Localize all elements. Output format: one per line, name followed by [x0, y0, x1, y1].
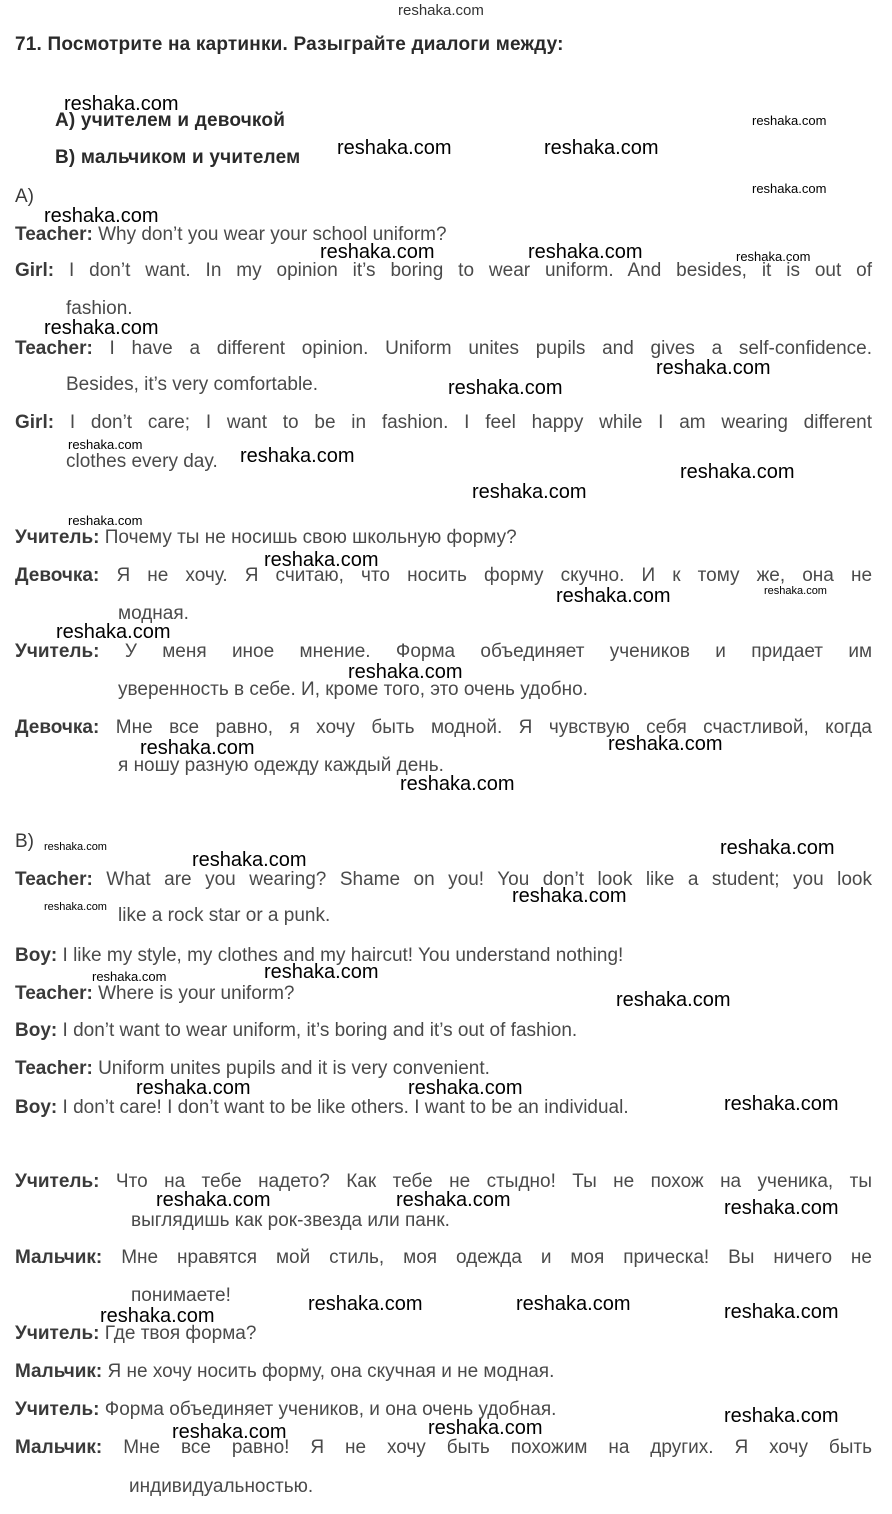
dialog-text: Я не хочу носить форму, она скучная и не модная.: [107, 1361, 555, 1382]
watermark: reshaka.com: [616, 989, 731, 1011]
watermark: reshaka.com: [512, 885, 627, 907]
dialog-line: [15, 945, 872, 967]
dialog-continuation: понимаете!: [131, 1285, 231, 1306]
watermark: reshaka.com: [156, 1189, 271, 1211]
task-title: 71. Посмотрите на картинки. Разыграйте диалоги между:: [15, 34, 564, 55]
dialog-text: Where is your uniform?: [98, 983, 295, 1004]
watermark: reshaka.com: [528, 241, 643, 263]
watermark: reshaka.com: [44, 841, 107, 853]
dialog-text: I like my style, my clothes and my haircut! You understand nothing!: [62, 945, 624, 966]
speaker: Учитель:: [15, 641, 100, 662]
watermark: reshaka.com: [92, 969, 167, 984]
speaker: Teacher:: [15, 224, 93, 245]
watermark: reshaka.com: [44, 317, 159, 339]
dialog-line: [15, 1247, 872, 1269]
dialog-text: I have a different opinion. Uniform unites pupils and gives a self-confidence.: [109, 338, 873, 359]
watermark: reshaka.com: [724, 1301, 839, 1323]
watermark: reshaka.com: [408, 1077, 523, 1099]
dialog-continuation: модная.: [118, 603, 189, 624]
speaker: Teacher:: [15, 1058, 93, 1079]
speaker: Мальчик:: [15, 1437, 103, 1458]
watermark: reshaka.com: [398, 2, 484, 19]
speaker: Учитель:: [15, 1171, 100, 1192]
watermark: reshaka.com: [752, 113, 827, 128]
watermark: reshaka.com: [544, 137, 659, 159]
section-b-label: В): [15, 831, 34, 852]
watermark: reshaka.com: [724, 1093, 839, 1115]
speaker: Teacher:: [15, 983, 93, 1004]
watermark: reshaka.com: [764, 585, 827, 597]
dialog-text: I don’t care! I don’t want to be like others. I want to be an individual.: [62, 1097, 629, 1118]
watermark: reshaka.com: [752, 181, 827, 196]
watermark: reshaka.com: [337, 137, 452, 159]
watermark: reshaka.com: [68, 437, 143, 452]
watermark: reshaka.com: [516, 1293, 631, 1315]
speaker: Учитель:: [15, 1323, 100, 1344]
dialog-text: Где твоя форма?: [104, 1323, 257, 1344]
speaker: Girl:: [15, 260, 55, 281]
dialog-text: I don’t want. In my opinion it’s boring to wear uniform. And besides, it is out of: [68, 260, 872, 281]
dialog-text: Uniform unites pupils and it is very convenient.: [98, 1058, 490, 1079]
speaker: Учитель:: [15, 1399, 100, 1420]
dialog-text: What are you wearing? Shame on you! You don’t look like a student; you look: [106, 869, 872, 890]
section-a-label: А): [15, 186, 34, 207]
dialog-line: [15, 983, 872, 1005]
watermark: reshaka.com: [724, 1405, 839, 1427]
speaker: Девочка:: [15, 565, 100, 586]
watermark: reshaka.com: [44, 205, 159, 227]
watermark: reshaka.com: [264, 961, 379, 983]
watermark: reshaka.com: [396, 1189, 511, 1211]
dialog-continuation: я ношу разную одежду каждый день.: [118, 755, 444, 776]
watermark: reshaka.com: [720, 837, 835, 859]
watermark: reshaka.com: [608, 733, 723, 755]
speaker: Мальчик:: [15, 1247, 103, 1268]
watermark: reshaka.com: [56, 621, 171, 643]
speaker: Teacher:: [15, 869, 93, 890]
dialog-continuation: выглядишь как рок-звезда или панк.: [131, 1210, 450, 1231]
watermark: reshaka.com: [448, 377, 563, 399]
watermark: reshaka.com: [348, 661, 463, 683]
dialog-continuation: clothes every day.: [66, 451, 218, 472]
dialog-line: [15, 412, 872, 434]
dialog-line: [15, 1020, 872, 1042]
watermark: reshaka.com: [308, 1293, 423, 1315]
dialog-continuation: индивидуальностью.: [129, 1476, 314, 1497]
dialog-line: [15, 1437, 872, 1459]
watermark: reshaka.com: [320, 241, 435, 263]
watermark: reshaka.com: [140, 737, 255, 759]
dialog-text: I don’t care; I want to be in fashion. I feel happy while I am wearing different: [69, 412, 872, 433]
dialog-line: [15, 527, 872, 549]
watermark: reshaka.com: [428, 1417, 543, 1439]
dialog-continuation: уверенность в себе. И, кроме того, это очень удобно.: [118, 679, 588, 700]
watermark: reshaka.com: [724, 1197, 839, 1219]
watermark: reshaka.com: [472, 481, 587, 503]
dialog-text: Мне нравятся мой стиль, моя одежда и моя прическа! Вы ничего не: [121, 1247, 872, 1268]
speaker: Мальчик:: [15, 1361, 103, 1382]
dialog-line: [15, 641, 872, 663]
dialog-text: Мне все равно! Я не хочу быть похожим на других. Я хочу быть: [123, 1437, 873, 1458]
dialog-text: Я не хочу. Я считаю, что носить форму скучно. И к тому же, она не: [116, 565, 873, 586]
dialog-text: Почему ты не носишь свою школьную форму?: [104, 527, 517, 548]
dialog-line: [15, 1361, 872, 1383]
watermark: reshaka.com: [400, 773, 515, 795]
dialog-line: [15, 717, 872, 739]
speaker: Boy:: [15, 1020, 58, 1041]
dialog-text: У меня иное мнение. Форма объединяет учеников и придает им: [124, 641, 873, 662]
speaker: Teacher:: [15, 338, 93, 359]
dialog-line: [15, 565, 872, 587]
speaker: Girl:: [15, 412, 55, 433]
dialog-line: [15, 869, 872, 891]
dialog-text: Что на тебе надето? Как тебе не стыдно! Ты не похож на ученика, ты: [115, 1171, 872, 1192]
watermark: reshaka.com: [192, 849, 307, 871]
watermark: reshaka.com: [240, 445, 355, 467]
watermark: reshaka.com: [100, 1305, 215, 1327]
watermark: reshaka.com: [556, 585, 671, 607]
dialog-continuation: fashion.: [66, 298, 133, 319]
watermark: reshaka.com: [136, 1077, 251, 1099]
watermark: reshaka.com: [264, 549, 379, 571]
dialog-continuation: Besides, it’s very comfortable.: [66, 374, 319, 395]
dialog-text: Мне все равно, я хочу быть модной. Я чувствую себя счастливой, когда: [115, 717, 873, 738]
task-option-a: А) учителем и девочкой: [55, 110, 286, 131]
watermark: reshaka.com: [172, 1421, 287, 1443]
task-option-b: В) мальчиком и учителем: [55, 147, 301, 168]
watermark: reshaka.com: [44, 901, 107, 913]
dialog-text: Форма объединяет учеников, и она очень удобная.: [104, 1399, 557, 1420]
watermark: reshaka.com: [64, 93, 179, 115]
dialog-text: I don’t want to wear uniform, it’s boring and it’s out of fashion.: [62, 1020, 578, 1041]
watermark: reshaka.com: [680, 461, 795, 483]
watermark: reshaka.com: [736, 249, 811, 264]
watermark: reshaka.com: [68, 513, 143, 528]
speaker: Девочка:: [15, 717, 100, 738]
dialog-text: Why don’t you wear your school uniform?: [98, 224, 447, 245]
dialog-continuation: like a rock star or a punk.: [118, 905, 331, 926]
speaker: Boy:: [15, 945, 58, 966]
speaker: Учитель:: [15, 527, 100, 548]
speaker: Boy:: [15, 1097, 58, 1118]
watermark: reshaka.com: [656, 357, 771, 379]
